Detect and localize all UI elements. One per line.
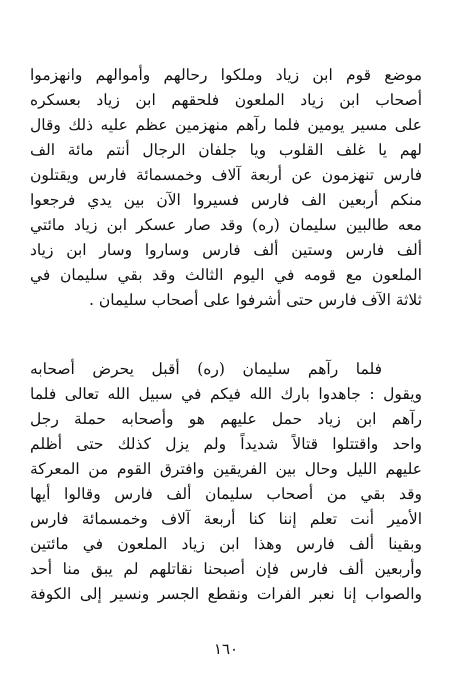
paragraph-1 — [30, 63, 422, 313]
paragraph-line: على مسير يومين فلما رآهم منهزمين عظم عليه ذلك وقال — [30, 116, 422, 134]
paragraph-line: الأمير أنت تعلم إننا كنا أربعة آلاف وخمسمائة فارس — [30, 510, 422, 528]
paragraph-line: واحد واقتتلوا قتالاً شديداً ولم يزل كذلك حتى أظلم — [30, 435, 422, 453]
paragraph-2 — [30, 357, 422, 607]
paragraph-line: ألف فارس وستين ألف فارس وساروا وسار ابن زياد — [30, 241, 422, 259]
paragraph-line: وأربعين ألف فارس فإن أصبحنا نقاتلهم لم يبق منا أحد — [30, 560, 422, 578]
page-number: ١٦٠ — [213, 640, 239, 658]
paragraph-line: فارس تنهزمون عن أربعة آلاف وخمسمائة فارس ويقتلون — [30, 166, 422, 184]
paragraph-line: معه طالبين سليمان (ره) وقد صار عسكر ابن زياد مائتي — [30, 216, 422, 234]
paragraph-line: ثلاثة الآف فارس حتى أشرفوا على أصحاب سليمان . — [89, 291, 422, 309]
paragraph-line: لهم يا غلف القلوب ويا جلفان الرجال أنتم مائة الف — [30, 141, 422, 159]
paragraph-line: موضع قوم ابن زياد وملكوا رحالهم وأموالهم وانهزموا — [30, 66, 422, 84]
paragraph-line: الملعون مع قومه في اليوم الثالث وقد بقي سليمان في — [30, 266, 422, 284]
paragraph-line: ويقول : جاهدوا بارك الله فيكم في سبيل الله تعالى فلما — [30, 385, 422, 403]
paragraph-line: فلما رآهم سليمان (ره) أقبل يحرض أصحابه — [30, 360, 382, 378]
paragraph-line: عليهم الليل وحال بين الفريقين وافترق القوم من المعركة — [30, 460, 422, 478]
paragraph-line: منكم أربعين الف فارس فسيروا الآن بين يدي فرجعوا — [30, 191, 422, 209]
paragraph-line: والصواب إنا نعبر الفرات ونقطع الجسر ونسير إلى الكوفة — [30, 585, 422, 603]
paragraph-line: رآهم ابن زياد حمل عليهم هو وأصحابه حملة رجل — [30, 410, 422, 428]
paragraph-line: وبقينا ألف فارس وهذا ابن زياد الملعون في مائتين — [30, 535, 422, 553]
paragraph-line: وقد بقي من أصحاب سليمان ألف فارس وقالوا أيها — [30, 485, 422, 503]
paragraph-line: أصحاب ابن زياد الملعون فلحقهم ابن زياد بعسكره — [30, 91, 422, 109]
